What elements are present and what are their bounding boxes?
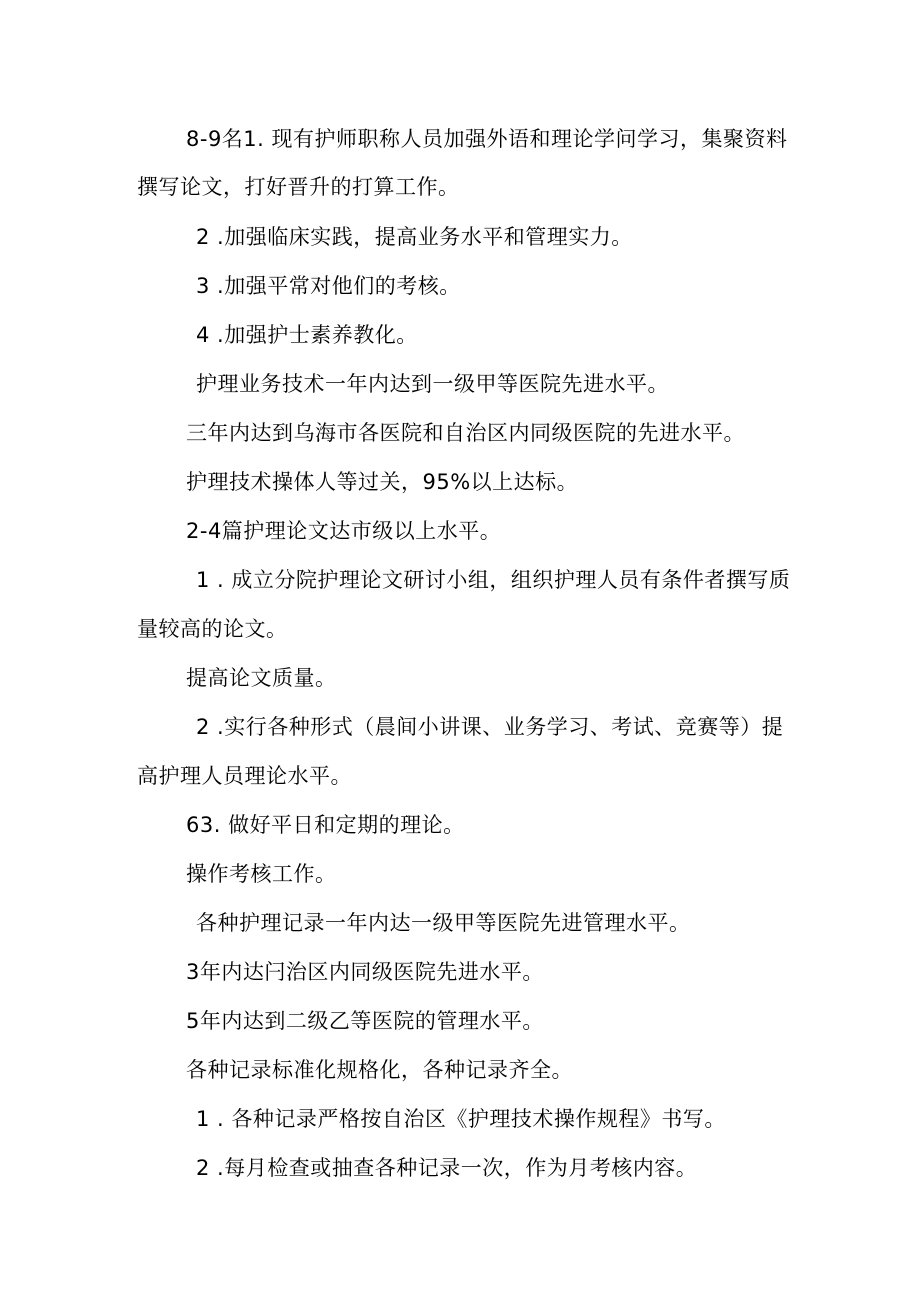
text-line: 2 .每月检查或抽查各种记录一次，作为月考核内容。 [196, 1156, 698, 1180]
text-line: 撰写论文，打好晋升的打算工作。 [137, 175, 460, 199]
text-line: 4 .加强护士素养教化。 [196, 323, 418, 347]
text-line: 3 .加强平常对他们的考核。 [196, 274, 461, 298]
text-line: 63. 做好平日和定期的理论。 [186, 813, 465, 837]
text-line: 5年内达到二级乙等医院的管理水平。 [186, 1009, 544, 1033]
text-line: 护理业务技术一年内达到一级甲等医院先进水平。 [196, 372, 669, 396]
text-line: 8-9名1. 现有护师职称人员加强外语和理论学问学习，集聚资料 [186, 127, 788, 151]
text-line: 1 . 成立分院护理论文研讨小组，组织护理人员有条件者撰写质 [196, 568, 791, 592]
text-line: 各种记录标准化规格化，各种记录齐全。 [186, 1058, 573, 1082]
text-line: 2 .实行各种形式（晨间小讲课、业务学习、考试、竞赛等）提 [196, 715, 784, 739]
text-line: 3年内达闩治区内同级医院先进水平。 [186, 960, 544, 984]
text-line: 护理技术操体人等过关，95%以上达标。 [186, 470, 579, 494]
text-line: 量较高的论文。 [137, 617, 288, 641]
text-line: 高护理人员理论水平。 [137, 764, 352, 788]
text-line: 2-4篇护理论文达市级以上水平。 [186, 519, 502, 543]
text-line: 三年内达到乌海市各医院和自治区内同级医院的先进水平。 [186, 421, 745, 445]
text-line: 操作考核工作。 [186, 862, 337, 886]
text-line: 2 .加强临床实践，提高业务水平和管理实力。 [196, 225, 633, 249]
text-line: 各种护理记录一年内达一级甲等医院先进管理水平。 [196, 911, 691, 935]
text-line: 1 . 各种记录严格按自治区《护理技术操作规程》书写。 [196, 1107, 726, 1131]
text-line: 提高论文质量。 [186, 666, 337, 690]
